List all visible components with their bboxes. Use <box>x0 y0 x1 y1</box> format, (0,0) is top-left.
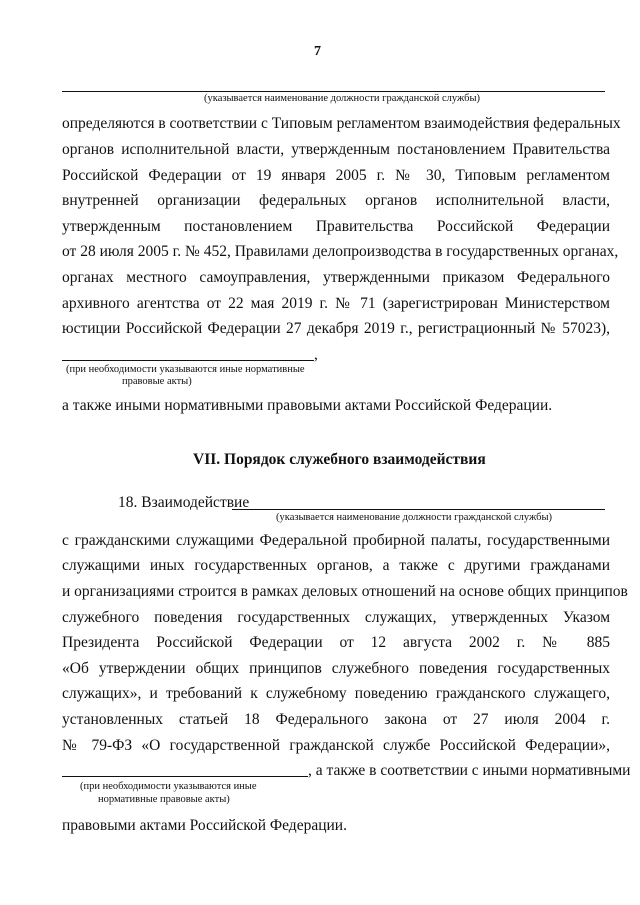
paragraph-1-end: а также иными нормативными правовыми актами Российской Федерации. <box>62 397 553 414</box>
note-1-line-2: правовые акты) <box>122 376 192 387</box>
blank-line-3-suffix: , а также в соответствии с иными нормативными <box>308 762 631 779</box>
text-line: юстиции Российской Федерации 27 декабря 2019 г., регистрационный № 57023), <box>62 320 610 337</box>
text-line: органов исполнительной власти, утвержденным постановлением Правительства <box>62 141 610 158</box>
text-line: установленных статьей 18 Федерального закона от 27 июля 2004 г. <box>62 711 610 728</box>
text-line: Президента Российской Федерации от 12 августа 2002 г. № 885 <box>62 634 610 651</box>
note-1-line-1: (при необходимости указываются иные нормативные <box>66 364 305 375</box>
blank-line-1 <box>62 360 314 361</box>
note-2-line-1: (при необходимости указываются иные <box>80 781 257 792</box>
blank-line-3 <box>62 776 308 777</box>
text-line: с гражданскими служащими Федеральной пробирной палаты, государственными <box>62 532 610 549</box>
note-2-line-2: нормативные правовые акты) <box>98 794 230 805</box>
text-line: служащих», и требований к служебному поведению гражданского служащего, <box>62 685 610 702</box>
blank-line-2 <box>232 509 605 510</box>
page-number: 7 <box>314 44 321 59</box>
paragraph-18-start: 18. Взаимодействие <box>118 494 250 511</box>
top-note: (указывается наименование должности гражданской службы) <box>204 93 481 104</box>
section-title: VII. Порядок служебного взаимодействия <box>193 451 486 468</box>
text-line: архивного агентства от 22 мая 2019 г. № 71 (зарегистрирован Министерством <box>62 295 610 312</box>
text-line: № 79-ФЗ «О государственной гражданской службе Российской Федерации», <box>62 737 610 754</box>
text-line: определяются в соответствии с Типовым регламентом взаимодействия федеральных <box>62 115 621 132</box>
text-line: и организациями строится в рамках деловых отношений на основе общих принципов <box>62 583 628 600</box>
blank-line-top <box>62 91 605 92</box>
text-line: служебного поведения государственных служащих, утвержденных Указом <box>62 609 610 626</box>
text-line: органах местного самоуправления, утвержденными приказом Федерального <box>62 269 610 286</box>
text-line: «Об утверждении общих принципов служебного поведения государственных <box>62 660 610 677</box>
text-line: внутренней организации федеральных органов исполнительной власти, <box>62 192 610 209</box>
text-line: служащими иных государственных органов, а также с другими гражданами <box>62 557 610 574</box>
text-line: от 28 июля 2005 г. № 452, Правилами делопроизводства в государственных органах, <box>62 243 619 260</box>
paragraph-18-note: (указывается наименование должности гражданской службы) <box>276 512 553 523</box>
text-line: Российской Федерации от 19 января 2005 г. № 30, Типовым регламентом <box>62 167 610 184</box>
text-line: утвержденным постановлением Правительства Российской Федерации <box>62 218 610 235</box>
blank-line-1-suffix: , <box>314 346 318 363</box>
paragraph-2-end: правовыми актами Российской Федерации. <box>62 817 347 834</box>
